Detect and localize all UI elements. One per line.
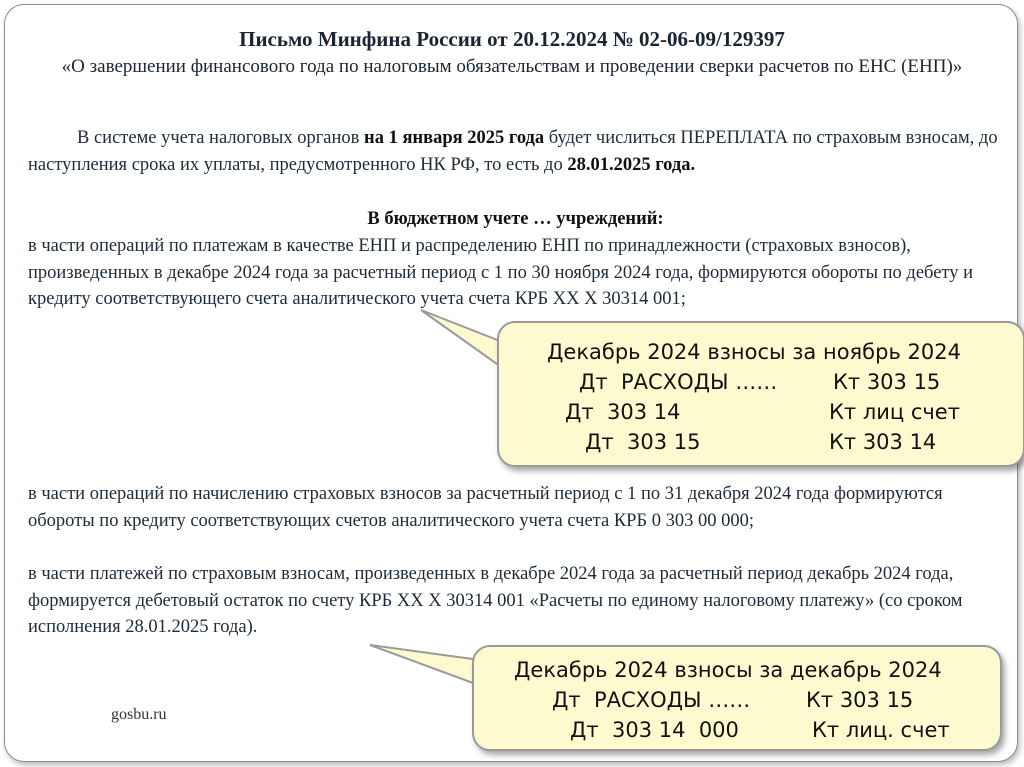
callout2-row1-debit: Дт РАСХОДЫ …… <box>552 688 751 712</box>
callout2-row1-credit: Кт 303 15 <box>806 688 914 712</box>
page-title: Письмо Минфина России от 20.12.2024 № 02-06-09/129397 <box>239 27 785 51</box>
callout2-row2-credit: Кт лиц. счет <box>812 718 950 742</box>
callout2-title: Декабрь 2024 взносы за декабрь 2024 <box>514 658 942 682</box>
paragraph-intro <box>28 125 1003 178</box>
callout1-row3-debit: Дт 303 15 <box>585 430 701 454</box>
callout-december <box>472 645 1002 751</box>
callout1-row3-credit: Кт 303 14 <box>829 430 937 454</box>
section-heading: В бюджетном учете … учреждений: <box>367 209 664 229</box>
callout1-row2-debit: Дт 303 14 <box>565 400 681 424</box>
paragraph-payments: в части операций по платежам в качестве ЕНП и распределению ЕНП по принадлежности (страховых взносов), произведенных в декабре 2024 года за расчетный период с 1 по 30 ноября 2024 года, формируются обороты по дебету и кредиту соответствующего счета аналитического учета счета КРБ ХХ Х 30314 001; <box>28 236 974 309</box>
paragraph-accruals: в части операций по начислению страховых взносов за расчетный период с 1 по 31 декабря 2024 года формируются обороты по кредиту соответствующих счетов аналитического учета счета КРБ 0 303 00 000; <box>28 484 943 531</box>
callout1-row2-credit: Кт лиц счет <box>829 400 960 424</box>
callout-november <box>497 321 1024 467</box>
intro-date-bold: на 1 января 2025 года <box>364 128 545 148</box>
intro-deadline-bold: 28.01.2025 года. <box>567 154 696 175</box>
paragraph-december-payments: в части платежей по страховым взносам, произведенных в декабре 2024 года за расчетный период декабрь 2024 года, формируется дебетовый остаток по счету КРБ ХХ Х 30314 001 «Расчеты по единому налоговому платежу» (со сроком исполнения 28.01.2025 года). <box>28 564 963 637</box>
callout1-title: Декабрь 2024 взносы за ноябрь 2024 <box>547 340 961 364</box>
intro-text-2: будет числиться ПЕРЕПЛАТА по страховым взносам, до наступления срока их уплаты, предусмотренного НК РФ, то есть до <box>28 128 998 175</box>
source-label: gosbu.ru <box>111 706 167 723</box>
callout2-row2-debit: Дт 303 14 000 <box>570 718 739 742</box>
callout1-row1-credit: Кт 303 15 <box>833 370 941 394</box>
page-subtitle: «О завершении финансового года по налоговым обязательствам и проведении сверки расчетов по ЕНС (ЕНП)» <box>61 56 963 77</box>
intro-text-1: В системе учета налоговых органов <box>77 128 365 148</box>
callout1-row1-debit: Дт РАСХОДЫ …… <box>579 370 778 394</box>
